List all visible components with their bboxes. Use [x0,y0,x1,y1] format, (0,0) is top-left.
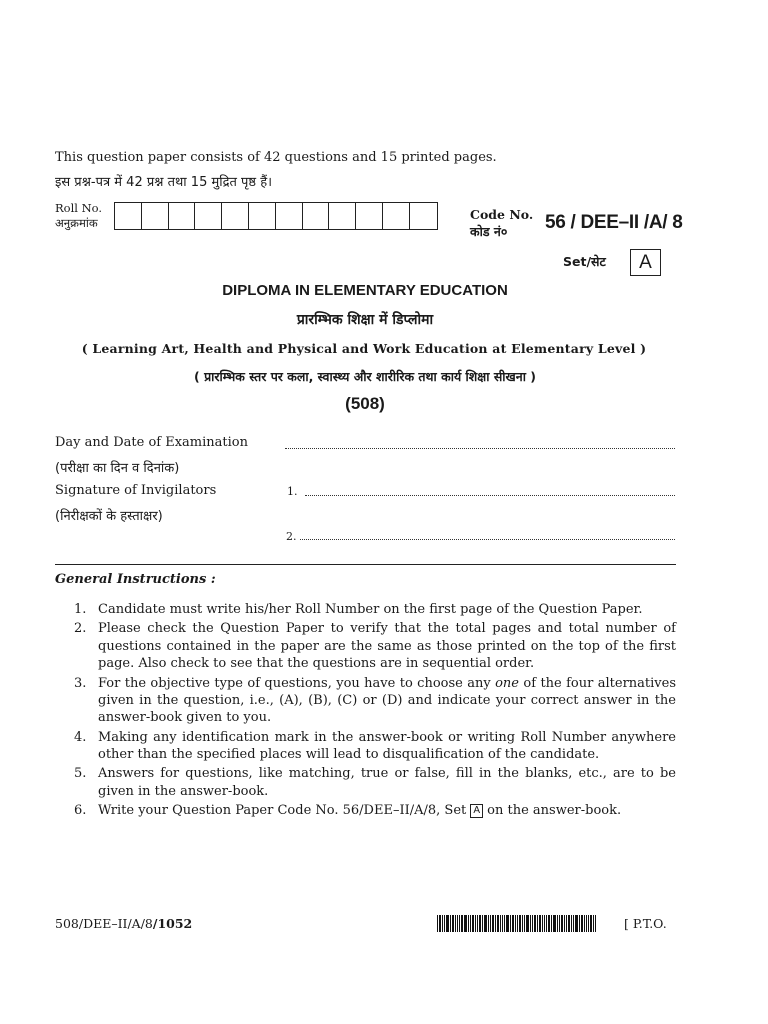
barcode-stripe [479,915,481,932]
barcode-stripe [437,915,438,932]
barcode-stripe [502,915,503,932]
barcode-stripe [542,915,543,932]
roll-number-digit-box[interactable] [115,203,142,229]
barcode-stripe [564,915,565,932]
code-label [470,206,533,240]
instruction-number: 4. [74,729,87,745]
barcode-stripe [439,915,441,932]
roll-number-label [55,201,102,231]
roll-number-digit-box[interactable] [356,203,383,229]
code-value: 56 / DEE–II /A/ 8 [545,212,683,233]
roll-number-digit-box[interactable] [195,203,222,229]
barcode-stripe [559,915,560,932]
instruction-emphasis: one [495,675,520,691]
barcode-stripe [452,915,454,932]
diploma-title-hindi: प्रारम्भिक शिक्षा में डिप्लोमा [296,312,434,328]
instruction-number: 3. [74,675,87,691]
instruction-number: 5. [74,766,87,782]
invigilators-label: Signature of Invigilators [55,483,217,498]
instruction-number: 2. [74,621,87,637]
barcode-stripe [464,915,467,932]
barcode-stripe [519,915,521,932]
divider [55,564,676,565]
instruction-text [98,675,676,727]
barcode-stripe [492,915,494,932]
barcode-stripe [468,915,469,932]
barcode-stripe [506,915,509,932]
barcode-stripe [450,915,451,932]
roll-number-digit-box[interactable] [303,203,330,229]
barcode-stripe [524,915,525,932]
instruction-text: Please check the Question Paper to verify that the total pages and total number of questions contained in the paper are the same as those printed on the top of the first page. Also check to see that the questions are in sequential order. [98,621,676,672]
instruction-text-part: For the objective type of questions, you have to choose any [98,675,496,691]
set-inline-box: A [470,804,483,818]
instruction-item [74,765,676,800]
footer-code-prefix: 508/DEE–II/A/8 [55,916,153,931]
barcode-stripe [595,915,596,932]
barcode-stripe [488,915,489,932]
barcode-stripe [472,915,474,932]
subject-title-hindi: ( प्रारम्भिक स्तर पर कला, स्वास्थ्य और शारीरिक तथा कार्य शिक्षा सीखना ) [194,369,536,384]
barcode-stripe [568,915,570,932]
barcode-stripe [504,915,505,932]
barcode-stripe [446,915,449,932]
instruction-text-part: on the answer-book. [483,803,622,819]
barcode-stripe [537,915,538,932]
barcode-stripe [455,915,456,932]
roll-number-digit-box[interactable] [276,203,303,229]
barcode-icon [437,915,615,932]
roll-number-boxes[interactable] [114,202,438,230]
diploma-title-english: DIPLOMA IN ELEMENTARY EDUCATION [222,282,508,299]
barcode-stripe [551,915,552,932]
barcode-stripe [526,915,529,932]
exam-date-label-hindi: (परीक्षा का दिन व दिनांक) [55,461,180,476]
barcode-stripe [546,915,547,932]
barcode-stripe [579,915,580,932]
barcode-stripe [584,915,585,932]
paper-code: (508) [345,394,385,413]
barcode-stripe [482,915,483,932]
code-label-hindi: कोड नं० [470,224,508,239]
exam-date-field[interactable] [285,438,675,449]
barcode-stripe [522,915,523,932]
barcode-stripe [530,915,531,932]
instruction-item [74,620,676,672]
instructions-list [74,601,676,822]
invigilators-label-hindi: (निरीक्षकों के हस्ताक्षर) [55,509,163,524]
barcode-stripe [459,915,460,932]
instruction-item [74,729,676,764]
barcode-stripe [571,915,572,932]
set-label: Set/सेट [563,254,606,269]
instruction-text: Making any identification mark in the answer-book or writing Roll Number anywhere other than the specified places will lead to disqualification of the candidate. [98,729,676,762]
instruction-item [74,601,676,618]
instruction-text: Answers for questions, like matching, true or false, fill in the blanks, etc., are to be given in the answer-book. [98,766,676,799]
barcode-stripe [544,915,545,932]
footer-code [55,916,192,931]
barcode-stripe [561,915,563,932]
barcode-stripe [517,915,518,932]
roll-number-digit-box[interactable] [249,203,276,229]
roll-number-digit-box[interactable] [410,203,437,229]
barcode-stripe [497,915,499,932]
barcode-stripe [490,915,491,932]
invigilator-1-number: 1. [287,485,298,498]
barcode-stripe [461,915,463,932]
barcode-stripe [510,915,511,932]
footer-code-suffix: /1052 [152,916,193,931]
barcode-stripe [553,915,556,932]
code-label-english: Code No. [470,207,534,222]
invigilator-1-signature-field[interactable] [305,485,675,496]
barcode-stripe [593,915,594,932]
barcode-stripe [512,915,514,932]
barcode-stripe [539,915,541,932]
instruction-item [74,675,676,727]
instruction-number: 1. [74,602,87,617]
roll-label-hindi: अनुक्रमांक [55,216,98,230]
subject-title-english: ( Learning Art, Health and Physical and Work Education at Elementary Level ) [81,341,647,356]
barcode-stripe [470,915,471,932]
roll-number-digit-box[interactable] [169,203,196,229]
roll-number-digit-box[interactable] [329,203,356,229]
instruction-text: Candidate must write his/her Roll Number on the first page of the Question Paper. [98,602,643,617]
general-instructions-heading: General Instructions : [55,572,216,587]
barcode-stripe [548,915,550,932]
barcode-stripe [588,915,589,932]
barcode-stripe [444,915,445,932]
roll-number-digit-box[interactable] [222,203,249,229]
instruction-text-part: of the four alternatives given in the question, i.e., (A), (B), (C) or (D) and indicate your correct answer in the answer-book given to you. [98,675,676,726]
barcode-stripe [590,915,592,932]
barcode-stripe [495,915,496,932]
instruction-number: 6. [74,803,87,819]
invigilator-2-signature-field[interactable] [300,529,675,540]
barcode-stripe [557,915,558,932]
barcode-stripe [532,915,533,932]
barcode-stripe [581,915,583,932]
set-box: A [630,249,661,276]
exam-date-label: Day and Date of Examination [55,435,248,450]
barcode-stripe [575,915,578,932]
barcode-stripe [586,915,587,932]
intro-hindi: इस प्रश्न-पत्र में 42 प्रश्न तथा 15 मुद्रित पृष्ठ हैं। [55,175,273,190]
instruction-text-part: Write your Question Paper Code No. 56/DEE–II/A/8, Set [98,803,471,819]
barcode-stripe [457,915,458,932]
roll-label-english: Roll No. [55,201,103,215]
roll-number-digit-box[interactable] [383,203,410,229]
pto-label: [ P.T.O. [624,916,667,931]
barcode-stripe [484,915,487,932]
barcode-stripe [500,915,501,932]
barcode-stripe [566,915,567,932]
barcode-stripe [475,915,476,932]
barcode-stripe [477,915,478,932]
barcode-stripe [515,915,516,932]
intro-english: This question paper consists of 42 questions and 15 printed pages. [55,150,497,165]
barcode-stripe [442,915,443,932]
barcode-stripe [573,915,574,932]
barcode-stripe [534,915,536,932]
roll-number-digit-box[interactable] [142,203,169,229]
invigilator-2-number: 2. [286,530,297,543]
instruction-item [74,802,676,819]
instruction-text [98,802,676,819]
